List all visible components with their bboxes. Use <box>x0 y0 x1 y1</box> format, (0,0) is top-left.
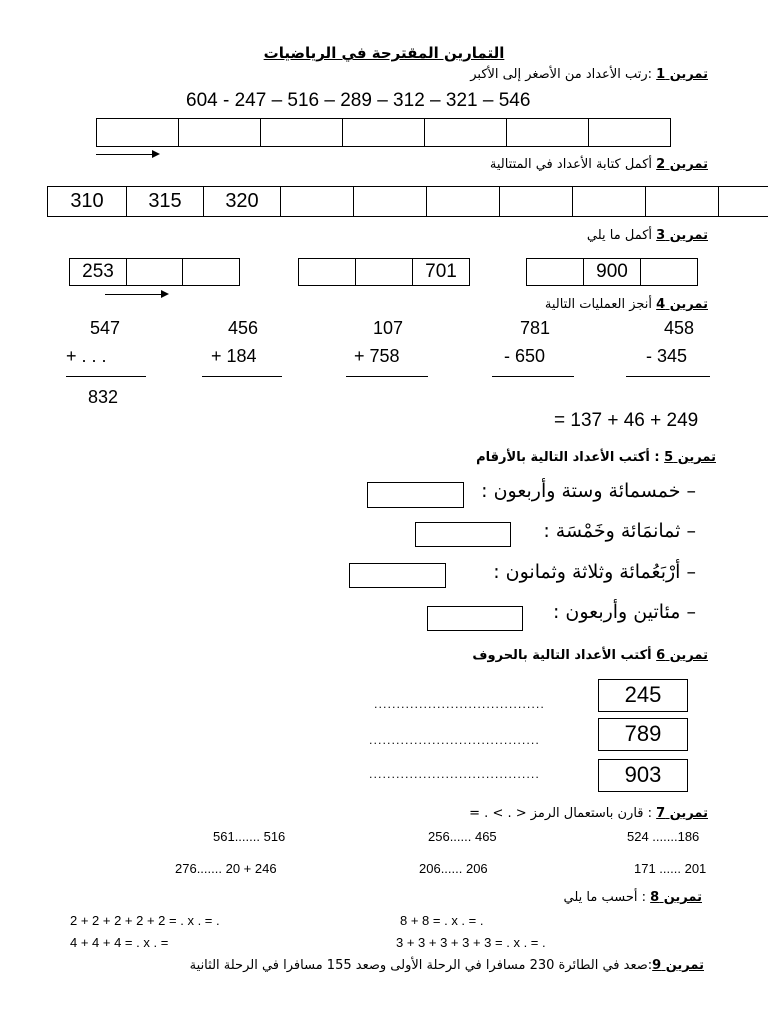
ex4-op1-top: 547 <box>90 318 121 338</box>
ex2-instruction: أكمل كتابة الأعداد في المتتالية <box>489 157 653 172</box>
ex4-op2-bottom: + 184 <box>211 346 257 366</box>
ex2-cell[interactable] <box>280 186 354 217</box>
ex8-line: 2 + 2 + 2 + 2 + 2 = . x . = . <box>70 913 220 928</box>
ex6-number-box: 903 <box>598 759 688 792</box>
ex2-cell[interactable] <box>572 186 646 217</box>
ex3-cell: 253 <box>69 258 127 286</box>
ex5-answer-box[interactable] <box>415 522 511 547</box>
ex4-op1-bottom: + . . . <box>66 346 107 366</box>
ex4-op2-line <box>202 376 282 377</box>
ex3-cell[interactable] <box>526 258 584 286</box>
ex6-label: تمرين 6 <box>656 648 708 663</box>
ex9-text: :صعد في الطائرة 230 مسافرا في الرحلة الأولى وصعد 155 مسافرا في الرحلة الثانية <box>189 958 653 973</box>
ex6-number-box: 789 <box>598 718 688 751</box>
ex7-compare-item: 206...... 206 <box>419 861 488 876</box>
ex7-label: تمرين 7 <box>656 806 708 821</box>
ex2-heading <box>490 157 708 172</box>
ex1-answer-cell[interactable] <box>342 118 425 147</box>
ex8-line: 4 + 4 + 4 = . x . = <box>70 935 169 950</box>
ex5-label: تمرين 5 <box>664 450 716 465</box>
ex4-label: تمرين 4 <box>656 297 708 312</box>
ex5-item-4: – مئاتين وأربعون : <box>552 601 696 623</box>
ex7-instruction: : قارن باستعمال الرمز < . > . = <box>469 806 653 821</box>
ex2-cell[interactable] <box>499 186 573 217</box>
ex3-cell[interactable] <box>355 258 413 286</box>
ex3-cell[interactable] <box>182 258 240 286</box>
ex1-answer-row <box>96 118 671 147</box>
ex2-cell[interactable] <box>426 186 500 217</box>
ex1-answer-cell[interactable] <box>588 118 671 147</box>
ex2-cell[interactable] <box>645 186 719 217</box>
ex3-cell: 900 <box>583 258 641 286</box>
ex7-compare-item: 256...... 465 <box>428 829 497 844</box>
ex4-op4-bottom: - 650 <box>504 346 546 366</box>
ex2-label: تمرين 2 <box>656 157 708 172</box>
ex1-answer-cell[interactable] <box>96 118 179 147</box>
ex5-item-1: – خمسمائة وستة وأربعون : <box>481 480 696 502</box>
ex4-op5-line <box>626 376 710 377</box>
ex4-op3-line <box>346 376 428 377</box>
ex4-op4-top: 781 <box>520 318 551 338</box>
ex1-answer-cell[interactable] <box>424 118 507 147</box>
ex1-answer-cell[interactable] <box>506 118 589 147</box>
ex2-cell[interactable] <box>353 186 427 217</box>
ex4-op4-line <box>492 376 574 377</box>
ex1-answer-cell[interactable] <box>178 118 261 147</box>
ex3-cell[interactable] <box>640 258 698 286</box>
ex5-item-3: – أرْبَعُمائة وثلاثة وثمانون : <box>493 561 696 583</box>
ex6-answer-line[interactable]: ...................................... <box>369 734 540 747</box>
ex9-heading <box>190 958 704 973</box>
ex1-label: تمرين 1 <box>656 67 708 82</box>
ex3-cell[interactable] <box>126 258 183 286</box>
ex5-answer-box[interactable] <box>349 563 446 588</box>
ex6-instruction: أكتب الأعداد التالية بالحروف <box>472 648 652 663</box>
ex3-heading <box>587 228 708 243</box>
ex4-op1-line <box>66 376 146 377</box>
ex2-cell: 320 <box>203 186 281 217</box>
ex4-instruction: أنجز العمليات التالية <box>544 297 653 312</box>
ex7-compare-item: 276....... 20 + 246 <box>175 861 277 876</box>
ex2-cell[interactable] <box>718 186 768 217</box>
ex3-instruction: أكمل ما يلي <box>586 228 653 243</box>
ex2-cell: 310 <box>47 186 127 217</box>
ex3-group-3 <box>526 258 698 286</box>
ex3-group-1 <box>69 258 240 286</box>
ex9-label: تمرين 9 <box>652 958 704 973</box>
ex5-item-2: – ثمانمَائة وخَمْسَة : <box>543 520 696 542</box>
ex8-line: 8 + 8 = . x . = . <box>400 913 484 928</box>
ex5-answer-box[interactable] <box>427 606 523 631</box>
ex4-op2-top: 456 <box>228 318 259 338</box>
ex7-heading <box>469 806 708 821</box>
ex4-op5-bottom: - 345 <box>646 346 688 366</box>
ex7-compare-item: 524 .......186 <box>627 829 700 844</box>
ex7-compare-item: 171 ...... 201 <box>634 861 707 876</box>
ex5-answer-box[interactable] <box>367 482 464 508</box>
ex8-instruction: : أحسب ما يلي <box>563 890 647 905</box>
ex5-instruction: : أكتب الأعداد التالية بالأرقام <box>476 450 660 465</box>
ex4-op3-top: 107 <box>373 318 404 338</box>
ex2-cell: 315 <box>126 186 204 217</box>
ex3-cell[interactable] <box>298 258 356 286</box>
ex4-op3-bottom: + 758 <box>354 346 400 366</box>
ex6-answer-line[interactable]: ...................................... <box>369 768 540 781</box>
ex6-number-box: 245 <box>598 679 688 712</box>
ex3-direction-arrow-icon <box>105 294 167 295</box>
ex1-direction-arrow-icon <box>96 154 158 155</box>
ex4-op5-top: 458 <box>664 318 695 338</box>
ex8-heading <box>564 890 702 905</box>
ex5-heading <box>476 450 716 465</box>
ex1-answer-cell[interactable] <box>260 118 343 147</box>
ex8-line: 3 + 3 + 3 + 3 + 3 = . x . = . <box>396 935 546 950</box>
ex1-heading <box>470 67 708 82</box>
ex6-answer-line[interactable]: ...................................... <box>374 698 545 711</box>
ex7-compare-item: 561....... 516 <box>213 829 286 844</box>
ex4-heading <box>545 297 708 312</box>
ex2-sequence-row <box>47 186 768 217</box>
ex3-label: تمرين 3 <box>656 228 708 243</box>
ex3-cell: 701 <box>412 258 470 286</box>
ex6-heading <box>472 648 708 663</box>
ex8-label: تمرين 8 <box>650 890 702 905</box>
ex3-group-2 <box>298 258 470 286</box>
page-title: التمارين المقترحة في الرياضيات <box>263 44 505 62</box>
ex1-numbers: 604 - 247 – 516 – 289 – 312 – 321 – 546 <box>186 90 531 111</box>
ex4-sum-line: = 137 + 46 + 249 <box>554 410 699 431</box>
ex4-op1-result: 832 <box>88 387 119 407</box>
ex1-instruction: :رتب الأعداد من الأصغر إلى الأكبر <box>470 67 653 82</box>
